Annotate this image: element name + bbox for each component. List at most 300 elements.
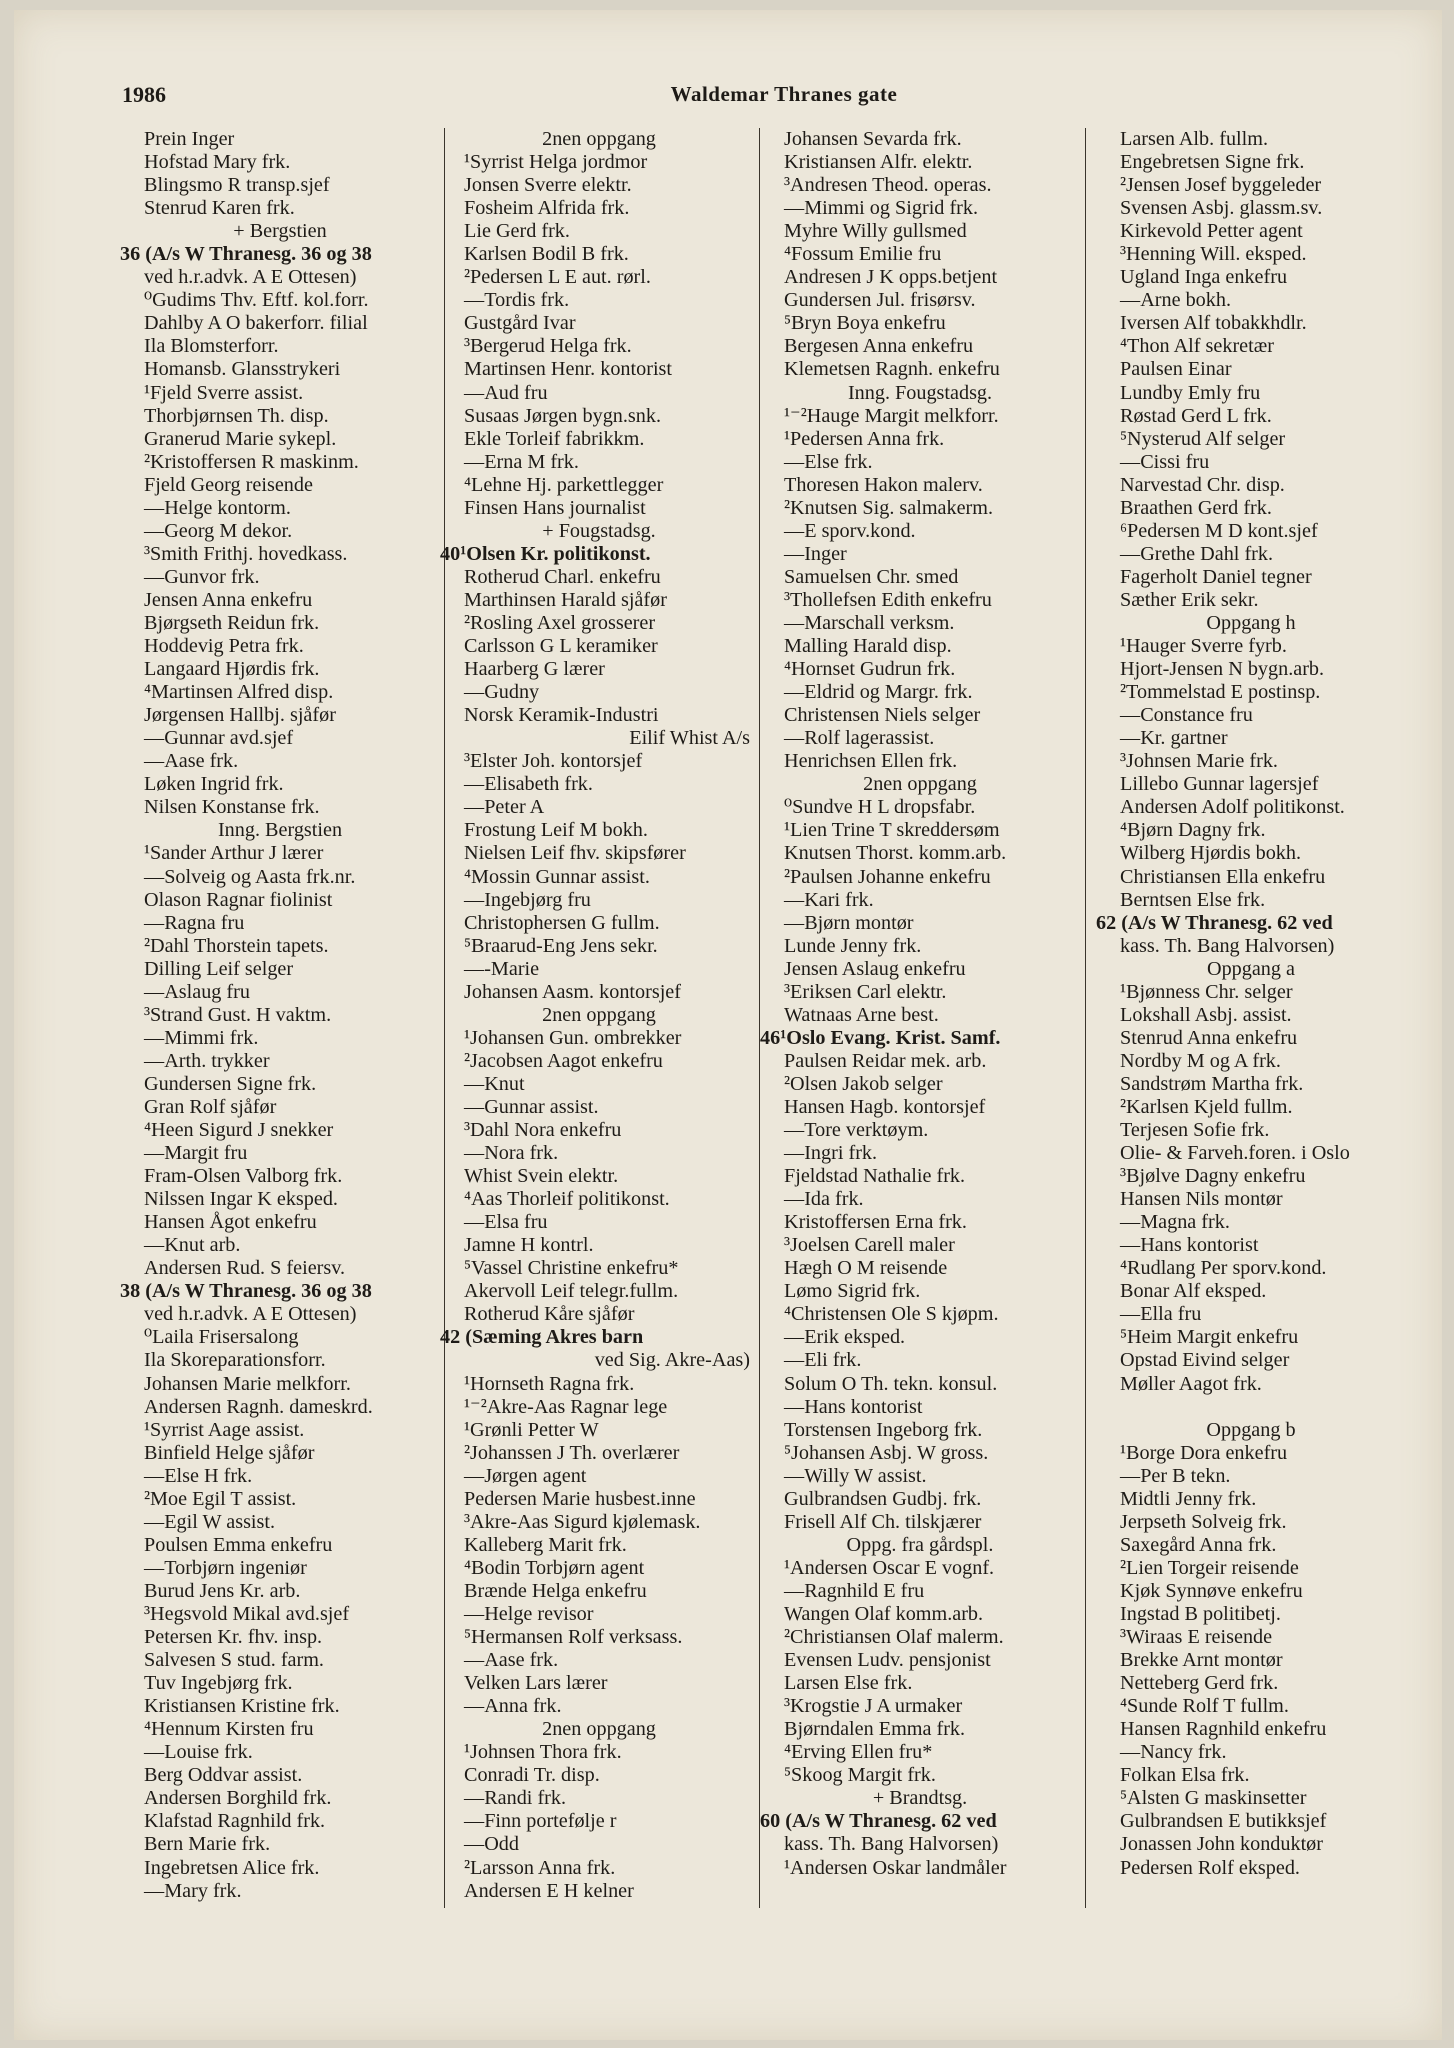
directory-entry: ³Bjølve Dagny enkefru xyxy=(1120,1165,1306,1188)
building-heading: 62 (A/s W Thranesg. 62 ved xyxy=(1096,911,1333,934)
directory-entry: —Ingebjørg fru xyxy=(464,888,591,911)
directory-entry: Lillebo Gunnar lagersjef xyxy=(1120,773,1319,796)
directory-entry: Marthinsen Harald sjåfør xyxy=(464,588,667,611)
directory-entry: Møller Aagot frk. xyxy=(1120,1372,1262,1395)
directory-entry: ²Karlsen Kjeld fullm. xyxy=(1120,1095,1293,1118)
directory-entry: Brænde Helga enkefru xyxy=(464,1579,647,1602)
directory-entry: Andersen E H kelner xyxy=(464,1879,634,1902)
directory-entry: ⁵Heim Margit enkefru xyxy=(1120,1326,1299,1349)
directory-entry: ³Thollefsen Edith enkefru xyxy=(784,588,992,611)
section-heading: + Brandtsg. xyxy=(872,1787,968,1810)
directory-entry: Langaard Hjørdis frk. xyxy=(144,658,320,681)
directory-entry: —Arth. trykker xyxy=(144,1049,270,1072)
directory-entry: ⁰Laila Frisersalong xyxy=(144,1326,299,1349)
directory-entry: ⁴Mossin Gunnar assist. xyxy=(464,865,650,888)
directory-entry: Thoresen Hakon malerv. xyxy=(784,473,983,496)
directory-entry: Jensen Anna enkefru xyxy=(144,588,313,611)
directory-entry: Klemetsen Ragnh. enkefru xyxy=(784,358,1000,381)
directory-entry: Berg Oddvar assist. xyxy=(144,1764,303,1787)
directory-entry: —Cissi fru xyxy=(1120,450,1210,473)
directory-entry: Olie- & Farveh.foren. i Oslo xyxy=(1120,1142,1350,1165)
directory-entry: Frostung Leif M bokh. xyxy=(464,819,648,842)
directory-entry: Binfield Helge sjåfør xyxy=(144,1441,315,1464)
directory-entry: Tuv Ingebjørg frk. xyxy=(144,1672,293,1695)
directory-entry: Midtli Jenny frk. xyxy=(1120,1487,1257,1510)
directory-entry: ²Paulsen Johanne enkefru xyxy=(784,865,991,888)
directory-entry: Samuelsen Chr. smed xyxy=(784,565,959,588)
directory-entry: —Mimmi frk. xyxy=(144,1026,259,1049)
directory-entry: —Randi frk. xyxy=(464,1787,567,1810)
directory-entry: Hjort-Jensen N bygn.arb. xyxy=(1120,658,1325,681)
directory-entry: —Bjørn montør xyxy=(784,911,914,934)
directory-entry: —Ida frk. xyxy=(784,1188,864,1211)
directory-entry: ¹Borge Dora enkefru xyxy=(1120,1441,1288,1464)
directory-entry: Haarberg G lærer xyxy=(464,658,605,681)
directory-entry: —Grethe Dahl frk. xyxy=(1120,542,1274,565)
directory-entry: Ingebretsen Alice frk. xyxy=(144,1856,320,1879)
directory-entry: —Margit fru xyxy=(144,1142,248,1165)
directory-entry: ¹Hauger Sverre fyrb. xyxy=(1120,635,1287,658)
directory-entry: ¹Pedersen Anna frk. xyxy=(784,427,945,450)
directory-entry: ³Henning Will. eksped. xyxy=(1120,243,1307,266)
directory-entry: ¹Syrrist Aage assist. xyxy=(144,1418,305,1441)
directory-entry: —Gunnar avd.sjef xyxy=(144,727,294,750)
directory-entry: ³Dahl Nora enkefru xyxy=(464,1119,622,1142)
directory-entry: Fjeldstad Nathalie frk. xyxy=(784,1165,966,1188)
directory-entry: —Inger xyxy=(784,542,847,565)
directory-entry: Jensen Aslaug enkefru xyxy=(784,957,966,980)
directory-entry: Torstensen Ingeborg frk. xyxy=(784,1418,983,1441)
directory-entry: ¹Johansen Gun. ombrekker xyxy=(464,1026,682,1049)
directory-entry: Conradi Tr. disp. xyxy=(464,1764,600,1787)
directory-entry: ⁰Sundve H L dropsfabr. xyxy=(784,796,976,819)
directory-entry: ³Andresen Theod. operas. xyxy=(784,174,992,197)
directory-entry: —Georg M dekor. xyxy=(144,519,293,542)
directory-entry: Fjeld Georg reisende xyxy=(144,473,313,496)
directory-entry: Carlsson G L keramiker xyxy=(464,635,658,658)
directory-entry: Braathen Gerd frk. xyxy=(1120,496,1272,519)
directory-entry: ⁵Braarud-Eng Jens sekr. xyxy=(464,934,658,957)
directory-entry: ¹Johnsen Thora frk. xyxy=(464,1741,622,1764)
directory-entry: ¹Lien Trine T skreddersøm xyxy=(784,819,1000,842)
directory-entry: Andersen Ragnh. dameskrd. xyxy=(144,1395,373,1418)
directory-entry: Ugland Inga enkefru xyxy=(1120,266,1288,289)
directory-entry: —Hans kontorist xyxy=(784,1395,923,1418)
directory-entry: ³Eriksen Carl elektr. xyxy=(784,980,947,1003)
directory-entry: Burud Jens Kr. arb. xyxy=(144,1579,301,1602)
directory-entry: Iversen Alf tobakkhdlr. xyxy=(1120,312,1307,335)
directory-entry: —Mary frk. xyxy=(144,1879,242,1902)
directory-entry: —Odd xyxy=(464,1833,519,1856)
directory-entry: Johansen Marie melkforr. xyxy=(144,1372,351,1395)
directory-entry: Fram-Olsen Valborg frk. xyxy=(144,1165,343,1188)
directory-entry: Lundby Emly fru xyxy=(1120,381,1261,404)
directory-entry: Hansen Ågot enkefru xyxy=(144,1211,317,1234)
directory-entry: —Magna frk. xyxy=(1120,1211,1230,1234)
section-heading: 2nen oppgang xyxy=(542,1718,656,1741)
column-3 xyxy=(760,128,1080,1918)
building-heading: 36 (A/s W Thranesg. 36 og 38 xyxy=(120,243,372,266)
directory-entry: Poulsen Emma enkefru xyxy=(144,1533,333,1556)
directory-entry: Knutsen Thorst. komm.arb. xyxy=(784,842,1007,865)
directory-entry: —Knut arb. xyxy=(144,1234,241,1257)
directory-entry: ¹Hornseth Ragna frk. xyxy=(464,1372,635,1395)
section-heading: + Bergstien xyxy=(233,220,327,243)
directory-entry: ³Krogstie J A urmaker xyxy=(784,1695,963,1718)
directory-entry: Jonsen Sverre elektr. xyxy=(464,174,632,197)
directory-entry: Bjørndalen Emma frk. xyxy=(784,1718,966,1741)
directory-entry: Susaas Jørgen bygn.snk. xyxy=(464,404,662,427)
directory-entry: ¹Andersen Oskar landmåler xyxy=(784,1856,1007,1879)
directory-entry: —Ragna fru xyxy=(144,911,245,934)
directory-entry: ¹Grønli Petter W xyxy=(464,1418,599,1441)
section-heading: + Fougstadsg. xyxy=(542,519,656,542)
directory-entry: Andersen Rud. S feiersv. xyxy=(144,1257,346,1280)
directory-entry: Rotherud Kåre sjåfør xyxy=(464,1303,635,1326)
directory-entry: Opstad Eivind selger xyxy=(1120,1349,1290,1372)
directory-entry: —Torbjørn ingeniør xyxy=(144,1556,307,1579)
directory-entry: Gran Rolf sjåfør xyxy=(144,1095,277,1118)
section-heading: Oppgang a xyxy=(1206,957,1295,980)
directory-entry: —Gudny xyxy=(464,681,540,704)
directory-entry: ²Pedersen L E aut. rørl. xyxy=(464,266,651,289)
directory-entry: ²Moe Egil T assist. xyxy=(144,1487,297,1510)
directory-entry: Nilsen Konstanse frk. xyxy=(144,796,320,819)
directory-entry: Dahlby A O bakerforr. filial xyxy=(144,312,368,335)
directory-entry: ⁶Pedersen M D kont.sjef xyxy=(1120,519,1318,542)
directory-entry: Prein Inger xyxy=(144,128,235,150)
section-heading: 2nen oppgang xyxy=(863,773,977,796)
directory-entry: ⁴Rudlang Per sporv.kond. xyxy=(1120,1257,1327,1280)
building-heading: 38 (A/s W Thranesg. 36 og 38 xyxy=(120,1280,372,1303)
building-heading: 60 (A/s W Thranesg. 62 ved xyxy=(760,1810,997,1833)
directory-entry: Bonar Alf eksped. xyxy=(1120,1280,1267,1303)
directory-entry: —Kari frk. xyxy=(784,888,874,911)
directory-entry: Dilling Leif selger xyxy=(144,957,294,980)
directory-entry: Blingsmo R transp.sjef xyxy=(144,174,330,197)
directory-entry: Larsen Else frk. xyxy=(784,1672,913,1695)
directory-entry: —Finn portefølje r xyxy=(464,1810,617,1833)
directory-entry: Hoddevig Petra frk. xyxy=(144,635,304,658)
directory-entry: Klafstad Ragnhild frk. xyxy=(144,1810,326,1833)
directory-entry: Løken Ingrid frk. xyxy=(144,773,284,796)
directory-entry: Pedersen Marie husbest.inne xyxy=(464,1487,696,1510)
directory-entry: Paulsen Einar xyxy=(1120,358,1232,381)
directory-entry: Pedersen Rolf eksped. xyxy=(1120,1856,1300,1879)
directory-entry: Folkan Elsa frk. xyxy=(1120,1764,1250,1787)
directory-entry: Berntsen Else frk. xyxy=(1120,888,1266,911)
column-4 xyxy=(1096,128,1406,1918)
directory-entry: —Elsa fru xyxy=(464,1211,548,1234)
section-heading: Inng. Bergstien xyxy=(217,819,343,842)
directory-entry: Finsen Hans journalist xyxy=(464,496,646,519)
directory-entry: ²Olsen Jakob selger xyxy=(784,1072,943,1095)
directory-entry: Christophersen G fullm. xyxy=(464,911,660,934)
directory-entry: ³Hegsvold Mikal avd.sjef xyxy=(144,1603,350,1625)
directory-entry: ³Joelsen Carell maler xyxy=(784,1234,955,1257)
directory-entry: ³Elster Joh. kontorsjef xyxy=(464,750,643,773)
directory-entry: ³Strand Gust. H vaktm. xyxy=(144,1003,332,1026)
directory-entry: Sæther Erik sekr. xyxy=(1120,588,1259,611)
directory-entry: ved h.r.advk. A E Ottesen) xyxy=(144,1303,357,1326)
directory-entry: ²Lien Torgeir reisende xyxy=(1120,1556,1299,1579)
directory-entry: Svensen Asbj. glassm.sv. xyxy=(1120,197,1323,220)
directory-entry: —Arne bokh. xyxy=(1120,289,1232,312)
directory-entry: Hægh O M reisende xyxy=(784,1257,948,1280)
directory-entry: Terjesen Sofie frk. xyxy=(1120,1119,1270,1142)
directory-entry: —Erik eksped. xyxy=(784,1326,906,1349)
directory-entry: Bjørgseth Reidun frk. xyxy=(144,611,320,634)
section-heading: 2nen oppgang xyxy=(542,128,656,150)
directory-entry: ²Dahl Thorstein tapets. xyxy=(144,934,329,957)
directory-entry: Johansen Sevarda frk. xyxy=(784,128,962,150)
directory-entry: kass. Th. Bang Halvorsen) xyxy=(1120,934,1335,957)
directory-entry: Larsen Alb. fullm. xyxy=(1120,128,1269,150)
directory-entry: —E sporv.kond. xyxy=(784,519,916,542)
section-heading: Oppgang h xyxy=(1206,611,1296,634)
directory-entry: —Ella fru xyxy=(1120,1303,1202,1326)
page-number: 1986 xyxy=(122,82,166,107)
directory-entry: Frisell Alf Ch. tilskjærer xyxy=(784,1510,982,1533)
directory-entry: ³Bergerud Helga frk. xyxy=(464,335,632,358)
directory-entry: ²Kristoffersen R maskinm. xyxy=(144,450,359,473)
directory-entry: ³Smith Frithj. hovedkass. xyxy=(144,542,348,565)
directory-entry: ²Tommelstad E postinsp. xyxy=(1120,681,1321,704)
directory-entry: Kristiansen Kristine frk. xyxy=(144,1695,340,1718)
directory-entry: —Marschall verksm. xyxy=(784,611,955,634)
directory-entry: Gulbrandsen Gudbj. frk. xyxy=(784,1487,982,1510)
directory-entry: Akervoll Leif telegr.fullm. xyxy=(464,1280,679,1303)
directory-entry: ⁴Aas Thorleif politikonst. xyxy=(464,1188,670,1211)
column-2 xyxy=(440,128,758,1918)
directory-entry: Kirkevold Petter agent xyxy=(1120,220,1303,243)
directory-entry: ⁴Christensen Ole S kjøpm. xyxy=(784,1303,999,1326)
directory-entry: ⁴Martinsen Alfred disp. xyxy=(144,681,334,704)
directory-entry: Johansen Aasm. kontorsjef xyxy=(464,980,681,1003)
directory-entry: ⁰Gudims Thv. Eftf. kol.forr. xyxy=(144,289,369,312)
directory-entry: Jerpseth Solveig frk. xyxy=(1120,1510,1287,1533)
directory-entry: —Tordis frk. xyxy=(464,289,570,312)
directory-entry-continued: Eilif Whist A/s xyxy=(629,727,750,750)
directory-entry: Wangen Olaf komm.arb. xyxy=(784,1603,984,1625)
directory-entry: Jonassen John konduktør xyxy=(1120,1833,1323,1856)
directory-entry: ¹⁻²Hauge Margit melkforr. xyxy=(784,404,999,427)
directory-entry: Engebretsen Signe frk. xyxy=(1120,151,1305,174)
directory-entry: Malling Harald disp. xyxy=(784,635,952,658)
directory-entry: ²Johanssen J Th. overlærer xyxy=(464,1441,680,1464)
directory-entry: —Hans kontorist xyxy=(1120,1234,1259,1257)
directory-entry: Ingstad B politibetj. xyxy=(1120,1603,1281,1625)
directory-entry: ²Larsson Anna frk. xyxy=(464,1856,616,1879)
section-heading: Oppg. fra gårdspl. xyxy=(846,1533,994,1556)
directory-entry: —Gunvor frk. xyxy=(144,565,260,588)
directory-entry: —Aase frk. xyxy=(144,750,239,773)
directory-entry: Ekle Torleif fabrikkm. xyxy=(464,427,645,450)
directory-entry: Gundersen Jul. frisørsv. xyxy=(784,289,976,312)
directory-entry: Stenrud Anna enkefru xyxy=(1120,1026,1298,1049)
directory-entry: —Kr. gartner xyxy=(1120,727,1228,750)
directory-entry: Kjøk Synnøve enkefru xyxy=(1120,1579,1303,1602)
directory-entry: ⁴Sunde Rolf T fullm. xyxy=(1120,1695,1289,1718)
directory-entry: ⁵Bryn Boya enkefru xyxy=(784,312,946,335)
directory-entry: Fosheim Alfrida frk. xyxy=(464,197,630,220)
directory-entry: Myhre Willy gullsmed xyxy=(784,220,967,243)
directory-entry: ⁴Fossum Emilie fru xyxy=(784,243,942,266)
directory-entry: ⁴Heen Sigurd J snekker xyxy=(144,1119,334,1142)
directory-entry: —Gunnar assist. xyxy=(464,1095,599,1118)
directory-entry: ³Akre-Aas Sigurd kjølemask. xyxy=(464,1510,701,1533)
directory-entry: Kristoffersen Erna frk. xyxy=(784,1211,967,1234)
directory-entry: Wilberg Hjørdis bokh. xyxy=(1120,842,1302,865)
directory-entry: kass. Th. Bang Halvorsen) xyxy=(784,1833,999,1856)
directory-entry: Røstad Gerd L frk. xyxy=(1120,404,1272,427)
directory-entry: —Peter A xyxy=(464,796,545,819)
directory-entry: Watnaas Arne best. xyxy=(784,1003,939,1026)
directory-entry: Bern Marie frk. xyxy=(144,1833,271,1856)
directory-entry: ⁴Hornset Gudrun frk. xyxy=(784,658,956,681)
directory-entry: —Nora frk. xyxy=(464,1142,559,1165)
directory-entry: ⁵Vassel Christine enkefru* xyxy=(464,1257,679,1280)
directory-entry: —Helge revisor xyxy=(464,1603,594,1625)
section-heading: 2nen oppgang xyxy=(542,1003,656,1026)
section-heading: Oppgang b xyxy=(1206,1418,1296,1441)
directory-entry: ⁴Lehne Hj. parkettlegger xyxy=(464,473,664,496)
directory-entry: ²Christiansen Olaf malerm. xyxy=(784,1626,1004,1649)
directory-entry: —Erna M frk. xyxy=(464,450,579,473)
directory-entry: Christiansen Ella enkefru xyxy=(1120,865,1326,888)
directory-entry: —Knut xyxy=(464,1072,525,1095)
directory-entry: Evensen Ludv. pensjonist xyxy=(784,1649,991,1672)
directory-entry: —Rolf lagerassist. xyxy=(784,727,935,750)
directory-entry: ⁴Hennum Kirsten fru xyxy=(144,1718,314,1741)
building-heading: 46¹Oslo Evang. Krist. Samf. xyxy=(760,1026,1001,1049)
directory-entry: ¹Bjønness Chr. selger xyxy=(1120,980,1293,1003)
directory-entry: ⁵Alsten G maskinsetter xyxy=(1120,1787,1307,1810)
directory-entry: ⁴Thon Alf sekretær xyxy=(1120,335,1274,358)
building-heading: 40¹Olsen Kr. politikonst. xyxy=(440,542,651,565)
directory-entry: Nordby M og A frk. xyxy=(1120,1049,1281,1072)
directory-entry: Velken Lars lærer xyxy=(464,1672,608,1695)
directory-entry: ¹Syrrist Helga jordmor xyxy=(464,151,648,174)
directory-entry: —Ingri frk. xyxy=(784,1142,878,1165)
directory-entry: Kristiansen Alfr. elektr. xyxy=(784,151,973,174)
directory-entry: Jørgensen Hallbj. sjåfør xyxy=(144,704,336,727)
directory-entry: —Solveig og Aasta frk.nr. xyxy=(144,865,356,888)
directory-entry: —Else H frk. xyxy=(144,1464,253,1487)
directory-entry: Bergesen Anna enkefru xyxy=(784,335,974,358)
directory-entry: ⁴Bjørn Dagny frk. xyxy=(1120,819,1266,842)
section-heading: Inng. Fougstadsg. xyxy=(847,381,993,404)
directory-entry: —Ragnhild E fru xyxy=(784,1579,925,1602)
spacer xyxy=(1096,1396,1406,1419)
directory-entry: —Elisabeth frk. xyxy=(464,773,593,796)
directory-entry: ⁵Johansen Asbj. W gross. xyxy=(784,1441,989,1464)
directory-entry: Stenrud Karen frk. xyxy=(144,197,295,220)
directory-entry: —Else frk. xyxy=(784,450,873,473)
directory-entry: —Nancy frk. xyxy=(1120,1741,1227,1764)
directory-entry: Ila Blomsterforr. xyxy=(144,335,279,358)
directory-entry: Paulsen Reidar mek. arb. xyxy=(784,1049,987,1072)
directory-entry: Olason Ragnar fiolinist xyxy=(144,888,333,911)
directory-entry: Lømo Sigrid frk. xyxy=(784,1280,921,1303)
directory-entry: Rotherud Charl. enkefru xyxy=(464,565,661,588)
directory-entry: ²Jacobsen Aagot enkefru xyxy=(464,1049,663,1072)
directory-entry: —-Marie xyxy=(464,957,540,980)
directory-entry: ¹Sander Arthur J lærer xyxy=(144,842,324,865)
directory-entry: Lunde Jenny frk. xyxy=(784,934,922,957)
directory-entry: —Eldrid og Margr. frk. xyxy=(784,681,973,704)
directory-entry: ¹⁻²Akre-Aas Ragnar lege xyxy=(464,1395,668,1418)
directory-entry: Granerud Marie sykepl. xyxy=(144,427,337,450)
directory-entry: Norsk Keramik-Industri xyxy=(464,704,659,727)
column-divider xyxy=(1085,128,1086,1908)
directory-entry: ved h.r.advk. A E Ottesen) xyxy=(144,266,357,289)
directory-entry: ⁵Hermansen Rolf verksass. xyxy=(464,1626,683,1649)
directory-entry: Hofstad Mary frk. xyxy=(144,151,291,174)
directory-entry: —Eli frk. xyxy=(784,1349,862,1372)
directory-entry: Nilssen Ingar K eksped. xyxy=(144,1188,338,1211)
directory-entry: Jamne H kontrl. xyxy=(464,1234,594,1257)
directory-entry: Petersen Kr. fhv. insp. xyxy=(144,1626,323,1649)
directory-entry: Netteberg Gerd frk. xyxy=(1120,1672,1279,1695)
directory-entry: ³Wiraas E reisende xyxy=(1120,1626,1273,1649)
directory-entry: Karlsen Bodil B frk. xyxy=(464,243,629,266)
directory-entry: ²Rosling Axel grosserer xyxy=(464,611,656,634)
directory-entry: —Mimmi og Sigrid frk. xyxy=(784,197,979,220)
directory-entry: Henrichsen Ellen frk. xyxy=(784,750,958,773)
directory-entry: ³Johnsen Marie frk. xyxy=(1120,750,1278,773)
directory-entry: ²Knutsen Sig. salmakerm. xyxy=(784,496,994,519)
directory-entry: Sandstrøm Martha frk. xyxy=(1120,1072,1304,1095)
directory-entry: ¹Andersen Oscar E vognf. xyxy=(784,1556,995,1579)
directory-entry: Gulbrandsen E butikksjef xyxy=(1120,1810,1327,1833)
directory-entry: Homansb. Glansstrykeri xyxy=(144,358,341,381)
directory-entry: ⁴Erving Ellen fru* xyxy=(784,1741,933,1764)
column-1 xyxy=(120,128,440,1918)
directory-entry: —Willy W assist. xyxy=(784,1464,927,1487)
directory-page xyxy=(14,10,1442,2040)
directory-entry: —Anna frk. xyxy=(464,1695,562,1718)
directory-entry: Whist Svein elektr. xyxy=(464,1165,619,1188)
directory-entry: —Constance fru xyxy=(1120,704,1253,727)
directory-entry: Hansen Ragnhild enkefru xyxy=(1120,1718,1327,1741)
directory-entry: Hansen Hagb. kontorsjef xyxy=(784,1095,986,1118)
directory-entry: Ila Skoreparationsforr. xyxy=(144,1349,326,1372)
building-heading: 42 (Sæming Akres barn xyxy=(440,1326,644,1349)
directory-entry: —Per B tekn. xyxy=(1120,1464,1231,1487)
directory-entry: —Louise frk. xyxy=(144,1741,253,1764)
running-head: Waldemar Thranes gate xyxy=(670,82,898,106)
directory-entry: —Helge kontorm. xyxy=(144,496,291,519)
directory-entry: Andersen Borghild frk. xyxy=(144,1787,332,1810)
directory-entry: ²Jensen Josef byggeleder xyxy=(1120,174,1322,197)
directory-entry: ⁵Nysterud Alf selger xyxy=(1120,427,1286,450)
directory-entry: Nielsen Leif fhv. skipsfører xyxy=(464,842,686,865)
directory-entry: —Aud fru xyxy=(464,381,548,404)
directory-entry: Thorbjørnsen Th. disp. xyxy=(144,404,329,427)
directory-entry: Andresen J K opps.betjent xyxy=(784,266,998,289)
directory-entry: Christensen Niels selger xyxy=(784,704,981,727)
directory-entry: —Jørgen agent xyxy=(464,1464,587,1487)
directory-entry: Narvestad Chr. disp. xyxy=(1120,473,1285,496)
directory-entry: ¹Fjeld Sverre assist. xyxy=(144,381,304,404)
directory-entry: Saxegård Anna frk. xyxy=(1120,1533,1277,1556)
directory-entry: Lokshall Asbj. assist. xyxy=(1120,1003,1292,1026)
directory-entry: Gundersen Signe frk. xyxy=(144,1072,317,1095)
directory-entry: Kalleberg Marit frk. xyxy=(464,1533,627,1556)
directory-entry: ⁴Bodin Torbjørn agent xyxy=(464,1556,645,1579)
directory-entry: Brekke Arnt montør xyxy=(1120,1649,1283,1672)
